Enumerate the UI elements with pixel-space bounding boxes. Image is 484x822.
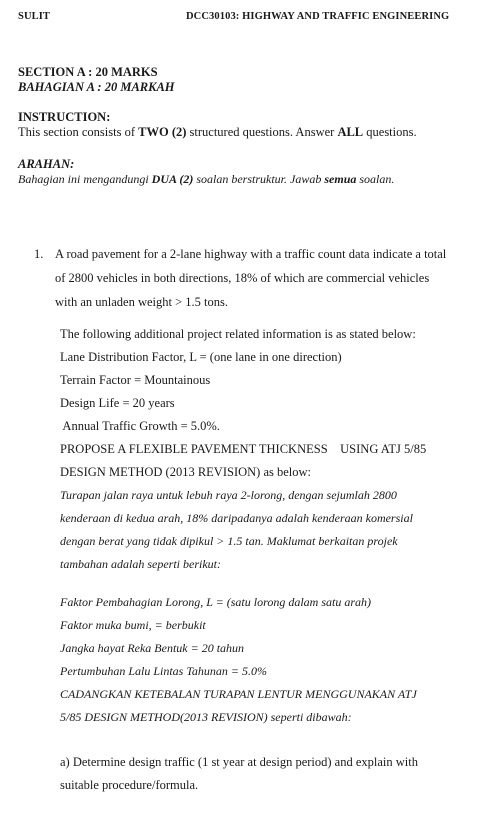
arahan-all: semua	[324, 172, 357, 186]
instruction-heading: INSTRUCTION:	[18, 110, 111, 124]
header-left: SULIT	[18, 11, 51, 22]
instruction-text	[18, 125, 417, 140]
info-line: Annual Traffic Growth = 5.0%.	[60, 419, 220, 433]
instruction-count: TWO (2)	[138, 125, 187, 139]
info-line: Design Life = 20 years	[60, 396, 175, 410]
info-line: Lane Distribution Factor, L = (one lane in one direction)	[60, 350, 342, 364]
section-title-malay: BAHAGIAN A : 20 MARKAH	[18, 80, 175, 94]
malay-info-line: Jangka hayat Reka Bentuk = 20 tahun	[60, 641, 245, 655]
info-line: DESIGN METHOD (2013 REVISION) as below:	[60, 465, 312, 479]
arahan-text-part: soalan.	[356, 172, 395, 186]
malay-line: Turapan jalan raya untuk lebuh raya 2-lorong, dengan sejumlah 2800	[60, 488, 397, 502]
malay-line: tambahan adalah seperti berikut:	[60, 557, 221, 571]
question-line: of 2800 vehicles in both directions, 18% of which are commercial vehicles	[55, 271, 430, 285]
malay-info-line: Faktor Pembahagian Lorong, L = (satu lorong dalam satu arah)	[60, 595, 371, 609]
malay-line: dengan berat yang tidak dipikul > 1.5 tan. Maklumat berkaitan projek	[60, 534, 398, 548]
info-line: Terrain Factor = Mountainous	[60, 373, 211, 387]
part-a-line: a) Determine design traffic (1 st year at design period) and explain with	[60, 755, 418, 769]
header-right: DCC30103: HIGHWAY AND TRAFFIC ENGINEERING	[186, 11, 450, 22]
malay-info-line: CADANGKAN KETEBALAN TURAPAN LENTUR MENGGUNAKAN ATJ	[60, 687, 417, 701]
malay-info-line: Faktor muka bumi, = berbukit	[60, 618, 206, 632]
arahan-text	[18, 172, 394, 187]
arahan-text-part: soalan berstruktur. Jawab	[193, 172, 325, 186]
instruction-text-part: This section consists of	[18, 125, 139, 139]
malay-info-line: Pertumbuhan Lalu Lintas Tahunan = 5.0%	[60, 664, 268, 678]
arahan-heading: ARAHAN:	[18, 157, 75, 171]
malay-info-line: 5/85 DESIGN METHOD(2013 REVISION) seperti dibawah:	[60, 710, 352, 724]
instruction-text-part: questions.	[363, 125, 417, 139]
question-number: 1.	[34, 247, 44, 261]
arahan-count: DUA (2)	[151, 172, 194, 186]
arahan-text-part: Bahagian ini mengandungi	[18, 172, 152, 186]
info-line: The following additional project related information is as stated below:	[60, 327, 416, 341]
question-line: with an unladen weight > 1.5 tons.	[55, 295, 228, 309]
section-title: SECTION A : 20 MARKS	[18, 65, 158, 79]
info-line: PROPOSE A FLEXIBLE PAVEMENT THICKNESS USING ATJ 5/85	[60, 442, 427, 456]
instruction-all: ALL	[337, 125, 364, 139]
question-line: A road pavement for a 2-lane highway with a traffic count data indicate a total	[55, 247, 447, 261]
malay-line: kenderaan di kedua arah, 18% daripadanya adalah kenderaan komersial	[60, 511, 413, 525]
instruction-text-part: structured questions. Answer	[186, 125, 338, 139]
part-a-line: suitable procedure/formula.	[60, 778, 199, 792]
